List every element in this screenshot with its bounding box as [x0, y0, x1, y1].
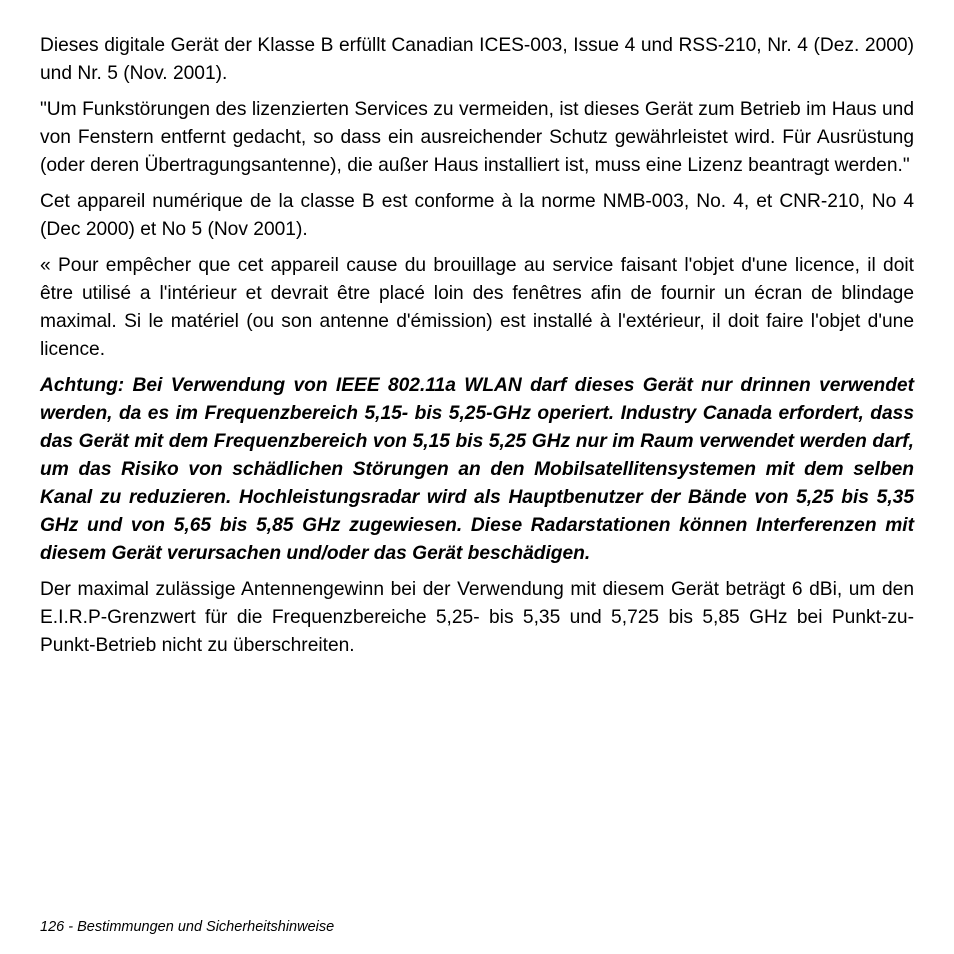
paragraph-antenna-gain-de: Der maximal zulässige Antennengewinn bei der Verwendung mit diesem Gerät beträgt 6 dBi, um den E.I.R.P-Grenzwert für die Frequenzbereiche 5,25- bis 5,35 und 5,725 bis 5,85 GHz bei Punkt-zu-Punkt-Betrieb nicht zu überschreiten.	[40, 579, 914, 656]
page-content	[40, 32, 914, 668]
paragraph-nmb-compliance-fr: Cet appareil numérique de la classe B est conforme à la norme NMB-003, No. 4, et CNR-210, No 4 (Dec 2000) et No 5 (Nov 2001).	[40, 191, 914, 240]
warning-paragraph-wlan: Achtung: Bei Verwendung von IEEE 802.11a WLAN darf dieses Gerät nur drinnen verwendet werden, da es im Frequenzbereich 5,15- bis 5,25-GHz operiert. Industry Canada erfordert, dass das Gerät mit dem Frequenzbereich von 5,15 bis 5,25 GHz nur im Raum verwendet werden darf, um das Risiko von schädlichen Störungen an den Mobilsatellitensystemen mit dem selben Kanal zu reduzieren. Hochleistungsradar wird als Hauptbenutzer der Bände von 5,25 bis 5,35 GHz und von 5,65 bis 5,85 GHz zugewiesen. Diese Radarstationen können Interferenzen mit diesem Gerät verursachen und/oder das Gerät beschädigen.	[40, 375, 914, 564]
paragraph-brouillage-fr: « Pour empêcher que cet appareil cause du brouillage au service faisant l'objet d'une licence, il doit être utilisé a l'intérieur et devrait être placé loin des fenêtres afin de fournir un écran de blindage maximal. Si le matériel (ou son antenne d'émission) est installé à l'extérieur, il doit faire l'objet d'une licence.	[40, 255, 914, 360]
page-footer: 126 - Bestimmungen und Sicherheitshinweise	[40, 919, 335, 935]
paragraph-ices-compliance-de: Dieses digitale Gerät der Klasse B erfüllt Canadian ICES-003, Issue 4 und RSS-210, Nr. 4 (Dez. 2000) und Nr. 5 (Nov. 2001).	[40, 35, 914, 84]
paragraph-interference-de: "Um Funkstörungen des lizenzierten Services zu vermeiden, ist dieses Gerät zum Betrieb im Haus und von Fenstern entfernt gedacht, so dass ein ausreichender Schutz gewährleistet wird. Für Ausrüstung (oder deren Übertragungsantenne), die außer Haus installiert ist, muss eine Lizenz beantragt werden."	[40, 99, 914, 176]
